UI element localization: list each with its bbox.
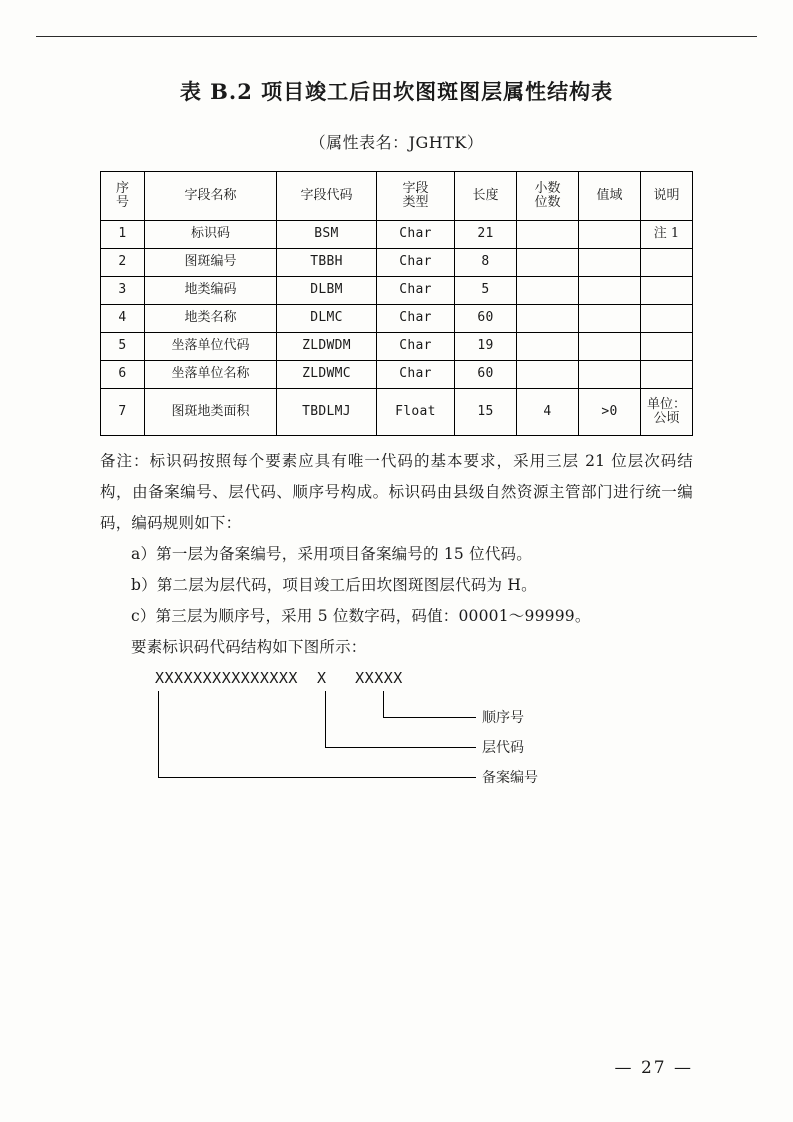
layer-leader-vertical	[325, 691, 326, 747]
header-field-type	[377, 172, 455, 221]
cell-length: 8	[455, 249, 517, 277]
cell-range	[579, 361, 641, 389]
layer-leader-horizontal	[325, 747, 476, 748]
header-decimal-line2: 位数	[534, 195, 561, 210]
label-layer-code: 层代码	[482, 740, 524, 756]
seq-leader-horizontal	[383, 717, 476, 718]
table-row	[101, 249, 693, 277]
cell-seq: 3	[101, 277, 145, 305]
header-field-name: 字段名称	[145, 172, 277, 221]
header-type-line1: 字段	[402, 180, 429, 196]
header-note: 说明	[641, 172, 693, 221]
notes-block	[100, 446, 693, 663]
cell-decimal	[517, 221, 579, 249]
cell-decimal	[517, 277, 579, 305]
cell-length: 60	[455, 361, 517, 389]
cell-decimal	[517, 333, 579, 361]
header-seq	[101, 172, 145, 221]
cell-type: Char	[377, 361, 455, 389]
table-row	[101, 389, 693, 436]
label-record-number: 备案编号	[482, 770, 538, 786]
cell-length: 21	[455, 221, 517, 249]
cell-length: 5	[455, 277, 517, 305]
cell-seq: 4	[101, 305, 145, 333]
note-item-c: c）第三层为顺序号，采用 5 位数字码，码值：00001～99999。	[131, 607, 591, 625]
cell-range	[579, 277, 641, 305]
cell-name: 坐落单位代码	[145, 333, 277, 361]
cell-length: 60	[455, 305, 517, 333]
header-seq-line2: 号	[115, 195, 129, 210]
cell-name: 坐落单位名称	[145, 361, 277, 389]
cell-seq: 2	[101, 249, 145, 277]
note-remark: 备注：标识码按照每个要素应具有唯一代码的基本要求，采用三层 21 位层次码结构，由备案编号、层代码、顺序号构成。标识码由县级自然资源主管部门进行统一编码，编码规则如下：	[100, 452, 693, 532]
cell-type: Char	[377, 221, 455, 249]
cell-decimal: 4	[517, 389, 579, 436]
header-range: 值域	[579, 172, 641, 221]
diagram-lead-text: 要素标识码代码结构如下图所示：	[131, 638, 367, 656]
header-decimal-line1: 小数	[534, 180, 561, 196]
table-row	[101, 333, 693, 361]
cell-type: Char	[377, 305, 455, 333]
header-field-code: 字段代码	[277, 172, 377, 221]
seq-leader-vertical	[383, 691, 384, 717]
cell-range	[579, 305, 641, 333]
cell-note	[641, 277, 693, 305]
cell-seq: 6	[101, 361, 145, 389]
page-title: 表 B.2 项目竣工后田坎图斑图层属性结构表	[179, 79, 614, 104]
cell-type: Char	[377, 249, 455, 277]
cell-name: 地类编码	[145, 277, 277, 305]
cell-name: 标识码	[145, 221, 277, 249]
cell-note	[641, 249, 693, 277]
cell-range	[579, 333, 641, 361]
table-row	[101, 277, 693, 305]
cell-decimal	[517, 249, 579, 277]
cell-seq: 1	[101, 221, 145, 249]
table-row	[101, 305, 693, 333]
header-length: 长度	[455, 172, 517, 221]
attribute-structure-table	[100, 171, 693, 436]
table-row	[101, 221, 693, 249]
code-structure-diagram	[100, 669, 693, 799]
cell-name: 图斑地类面积	[145, 389, 277, 436]
table-subtitle-text: （属性表名：JGHTK）	[309, 133, 484, 152]
note-item-b: b）第二层为层代码，项目竣工后田坎图斑图层代码为 H。	[131, 576, 537, 594]
cell-name: 地类名称	[145, 305, 277, 333]
header-type-line2: 类型	[402, 195, 429, 210]
table-row	[101, 361, 693, 389]
cell-type: Char	[377, 277, 455, 305]
cell-type: Char	[377, 333, 455, 361]
cell-decimal	[517, 305, 579, 333]
record-leader-vertical	[158, 691, 159, 777]
cell-length: 19	[455, 333, 517, 361]
cell-code: DLBM	[277, 277, 377, 305]
cell-range	[579, 249, 641, 277]
cell-name: 图斑编号	[145, 249, 277, 277]
cell-seq: 7	[101, 389, 145, 436]
cell-code: DLMC	[277, 305, 377, 333]
cell-note: 注 1	[641, 221, 693, 249]
cell-code: TBBH	[277, 249, 377, 277]
cell-note	[641, 333, 693, 361]
header-decimal	[517, 172, 579, 221]
header-seq-line1: 序	[115, 180, 129, 196]
cell-code: ZLDWDM	[277, 333, 377, 361]
note-item-a: a）第一层为备案编号，采用项目备案编号的 15 位代码。	[131, 545, 532, 563]
cell-seq: 5	[101, 333, 145, 361]
cell-code: TBDLMJ	[277, 389, 377, 436]
cell-note-line2: 公顷	[653, 411, 680, 426]
table-subtitle	[100, 130, 693, 153]
cell-code: BSM	[277, 221, 377, 249]
cell-note	[641, 389, 693, 436]
cell-code: ZLDWMC	[277, 361, 377, 389]
page-number: — 27 —	[614, 1058, 693, 1078]
cell-note	[641, 361, 693, 389]
cell-decimal	[517, 361, 579, 389]
page-top-rule	[36, 36, 757, 37]
cell-range: >0	[579, 389, 641, 436]
cell-range	[579, 221, 641, 249]
code-structure-string: XXXXXXXXXXXXXXX X XXXXX	[155, 669, 403, 687]
cell-note	[641, 305, 693, 333]
table-header-row	[101, 172, 693, 221]
label-seq-number: 顺序号	[482, 710, 524, 726]
cell-length: 15	[455, 389, 517, 436]
cell-note-line1: 单位：	[646, 396, 686, 412]
record-leader-horizontal	[158, 777, 476, 778]
cell-type: Float	[377, 389, 455, 436]
